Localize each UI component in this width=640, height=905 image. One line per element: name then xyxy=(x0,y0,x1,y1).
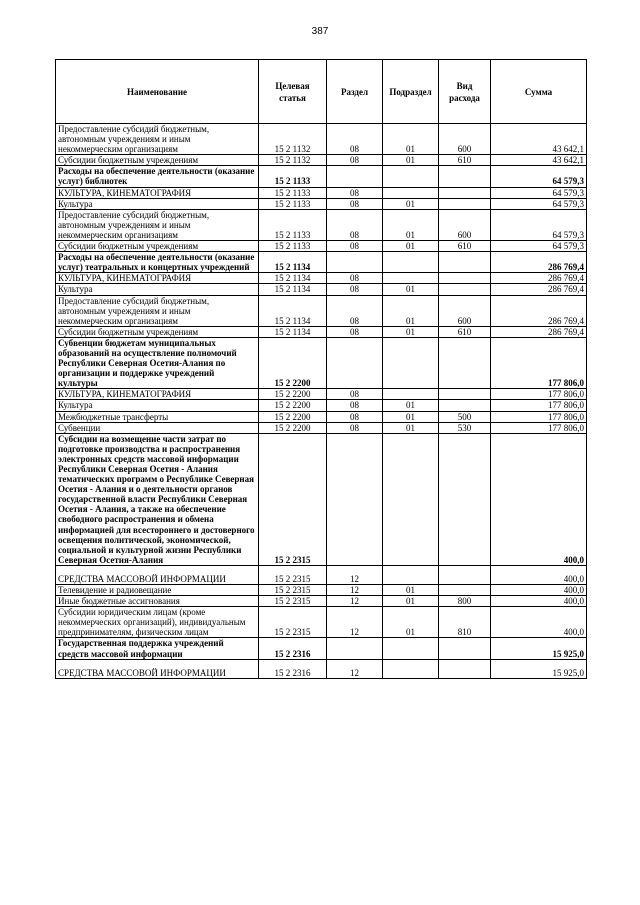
cell-name: Телевидение и радиовещание xyxy=(56,584,259,595)
cell-subsection xyxy=(383,273,439,284)
cell-code: 15 2 2315 xyxy=(259,607,327,638)
table-row xyxy=(56,400,587,411)
cell-subsection xyxy=(383,337,439,388)
cell-sum: 400,0 xyxy=(491,584,587,595)
cell-sum: 43 642,1 xyxy=(491,124,587,155)
cell-expense-type xyxy=(439,389,491,400)
cell-name: Культура xyxy=(56,284,259,295)
cell-section: 08 xyxy=(327,241,383,252)
cell-section: 12 xyxy=(327,659,383,678)
cell-code: 15 2 2200 xyxy=(259,422,327,433)
cell-expense-type: 610 xyxy=(439,241,491,252)
cell-subsection: 01 xyxy=(383,596,439,607)
cell-section: 08 xyxy=(327,422,383,433)
table-row xyxy=(56,422,587,433)
cell-sum: 64 579,3 xyxy=(491,209,587,240)
cell-sum: 400,0 xyxy=(491,433,587,565)
cell-name: Иные бюджетные ассигнования xyxy=(56,596,259,607)
cell-name: Расходы на обеспечение деятельности (оказание услуг) театральных и концертных учреждений xyxy=(56,252,259,273)
cell-expense-type xyxy=(439,252,491,273)
cell-section: 08 xyxy=(327,198,383,209)
column-header-name: Наименование xyxy=(56,60,259,124)
cell-section xyxy=(327,337,383,388)
cell-sum: 286 769,4 xyxy=(491,326,587,337)
cell-sum: 15 925,0 xyxy=(491,638,587,659)
cell-section: 08 xyxy=(327,400,383,411)
cell-sum: 400,0 xyxy=(491,565,587,584)
cell-section xyxy=(327,433,383,565)
cell-name: Субвенции xyxy=(56,422,259,433)
cell-subsection: 01 xyxy=(383,411,439,422)
cell-name: Субсидии бюджетным учреждениям xyxy=(56,241,259,252)
cell-subsection: 01 xyxy=(383,284,439,295)
cell-subsection: 01 xyxy=(383,584,439,595)
cell-subsection: 01 xyxy=(383,607,439,638)
cell-section: 08 xyxy=(327,284,383,295)
table-row xyxy=(56,596,587,607)
cell-sum: 64 579,3 xyxy=(491,241,587,252)
cell-sum: 64 579,3 xyxy=(491,166,587,187)
cell-name: КУЛЬТУРА, КИНЕМАТОГРАФИЯ xyxy=(56,389,259,400)
cell-section: 08 xyxy=(327,124,383,155)
cell-subsection xyxy=(383,433,439,565)
cell-sum: 177 806,0 xyxy=(491,389,587,400)
cell-code: 15 2 1133 xyxy=(259,166,327,187)
cell-expense-type xyxy=(439,659,491,678)
cell-code: 15 2 1134 xyxy=(259,252,327,273)
cell-code: 15 2 2316 xyxy=(259,659,327,678)
budget-table xyxy=(55,59,587,679)
cell-expense-type xyxy=(439,198,491,209)
cell-name: Предоставление субсидий бюджетным, автономным учреждениям и иным некоммерческим организациям xyxy=(56,295,259,326)
cell-sum: 400,0 xyxy=(491,596,587,607)
cell-sum: 15 925,0 xyxy=(491,659,587,678)
cell-expense-type xyxy=(439,565,491,584)
cell-section: 08 xyxy=(327,187,383,198)
table-row xyxy=(56,295,587,326)
cell-subsection: 01 xyxy=(383,241,439,252)
cell-subsection xyxy=(383,187,439,198)
cell-code: 15 2 1134 xyxy=(259,284,327,295)
cell-subsection xyxy=(383,166,439,187)
cell-code: 15 2 1133 xyxy=(259,198,327,209)
table-row xyxy=(56,273,587,284)
cell-expense-type: 610 xyxy=(439,326,491,337)
cell-sum: 286 769,4 xyxy=(491,273,587,284)
cell-subsection: 01 xyxy=(383,326,439,337)
cell-expense-type xyxy=(439,584,491,595)
cell-sum: 400,0 xyxy=(491,607,587,638)
cell-subsection xyxy=(383,252,439,273)
table-row xyxy=(56,337,587,388)
column-header-section: Раздел xyxy=(327,60,383,124)
cell-code: 15 2 1132 xyxy=(259,124,327,155)
cell-subsection: 01 xyxy=(383,155,439,166)
cell-expense-type: 600 xyxy=(439,295,491,326)
cell-section: 12 xyxy=(327,584,383,595)
cell-expense-type xyxy=(439,284,491,295)
cell-subsection: 01 xyxy=(383,198,439,209)
cell-section: 08 xyxy=(327,273,383,284)
cell-name: СРЕДСТВА МАССОВОЙ ИНФОРМАЦИИ xyxy=(56,565,259,584)
cell-name: Субсидии бюджетным учреждениям xyxy=(56,155,259,166)
cell-section: 08 xyxy=(327,411,383,422)
cell-section: 12 xyxy=(327,565,383,584)
cell-sum: 286 769,4 xyxy=(491,252,587,273)
cell-subsection xyxy=(383,638,439,659)
cell-section: 08 xyxy=(327,295,383,326)
cell-sum: 177 806,0 xyxy=(491,411,587,422)
table-row xyxy=(56,209,587,240)
table-row xyxy=(56,433,587,565)
table-body xyxy=(56,124,587,679)
cell-expense-type: 810 xyxy=(439,607,491,638)
cell-code: 15 2 1133 xyxy=(259,241,327,252)
cell-section xyxy=(327,166,383,187)
cell-subsection: 01 xyxy=(383,295,439,326)
cell-code: 15 2 1134 xyxy=(259,295,327,326)
cell-name: Межбюджетные трансферты xyxy=(56,411,259,422)
table-row xyxy=(56,166,587,187)
table-row xyxy=(56,638,587,659)
cell-expense-type xyxy=(439,433,491,565)
cell-name: Предоставление субсидий бюджетным, автономным учреждениям и иным некоммерческим организациям xyxy=(56,209,259,240)
cell-expense-type: 610 xyxy=(439,155,491,166)
cell-sum: 64 579,3 xyxy=(491,198,587,209)
cell-sum: 177 806,0 xyxy=(491,400,587,411)
cell-subsection xyxy=(383,389,439,400)
cell-name: Субвенции бюджетам муниципальных образований на осуществление полномочий Республики Северная Осетия-Алания по организации и поддержке учреждений культуры xyxy=(56,337,259,388)
cell-sum: 177 806,0 xyxy=(491,422,587,433)
table-row xyxy=(56,659,587,678)
cell-section: 08 xyxy=(327,209,383,240)
table-row xyxy=(56,607,587,638)
cell-expense-type: 500 xyxy=(439,411,491,422)
cell-expense-type xyxy=(439,187,491,198)
cell-name: Государственная поддержка учреждений средств массовой информации xyxy=(56,638,259,659)
cell-name: Культура xyxy=(56,198,259,209)
cell-code: 15 2 1134 xyxy=(259,326,327,337)
table-row xyxy=(56,198,587,209)
cell-code: 15 2 1133 xyxy=(259,209,327,240)
cell-name: Культура xyxy=(56,400,259,411)
cell-code: 15 2 2315 xyxy=(259,433,327,565)
cell-subsection: 01 xyxy=(383,400,439,411)
cell-code: 15 2 2200 xyxy=(259,389,327,400)
cell-name: Субсидии бюджетным учреждениям xyxy=(56,326,259,337)
cell-name: Расходы на обеспечение деятельности (оказание услуг) библиотек xyxy=(56,166,259,187)
table-row xyxy=(56,284,587,295)
cell-expense-type: 600 xyxy=(439,209,491,240)
cell-expense-type xyxy=(439,337,491,388)
column-header-sum: Сумма xyxy=(491,60,587,124)
cell-expense-type: 530 xyxy=(439,422,491,433)
cell-section: 08 xyxy=(327,155,383,166)
cell-code: 15 2 2315 xyxy=(259,596,327,607)
cell-code: 15 2 2200 xyxy=(259,411,327,422)
cell-sum: 286 769,4 xyxy=(491,295,587,326)
cell-name: Предоставление субсидий бюджетным, автономным учреждениям и иным некоммерческим организациям xyxy=(56,124,259,155)
table-header-row xyxy=(56,60,587,124)
cell-name: КУЛЬТУРА, КИНЕМАТОГРАФИЯ xyxy=(56,273,259,284)
cell-name: Субсидии юридическим лицам (кроме некоммерческих организаций), индивидуальным предпринимателям, физическим лицам xyxy=(56,607,259,638)
table-row xyxy=(56,155,587,166)
cell-code: 15 2 2315 xyxy=(259,584,327,595)
cell-name: СРЕДСТВА МАССОВОЙ ИНФОРМАЦИИ xyxy=(56,659,259,678)
cell-code: 15 2 1134 xyxy=(259,273,327,284)
page-number: 387 xyxy=(311,26,329,37)
cell-sum: 286 769,4 xyxy=(491,284,587,295)
column-header-expense-type: Вид расхода xyxy=(439,60,491,124)
cell-subsection xyxy=(383,565,439,584)
table-row xyxy=(56,411,587,422)
cell-section: 12 xyxy=(327,596,383,607)
cell-section xyxy=(327,252,383,273)
cell-code: 15 2 2316 xyxy=(259,638,327,659)
table-row xyxy=(56,252,587,273)
column-header-code: Целевая статья xyxy=(259,60,327,124)
column-header-subsection: Подраздел xyxy=(383,60,439,124)
table-row xyxy=(56,326,587,337)
cell-subsection: 01 xyxy=(383,124,439,155)
table-row xyxy=(56,389,587,400)
cell-code: 15 2 2200 xyxy=(259,400,327,411)
cell-section: 08 xyxy=(327,326,383,337)
cell-expense-type: 600 xyxy=(439,124,491,155)
table-row xyxy=(56,584,587,595)
cell-subsection xyxy=(383,659,439,678)
cell-name: Субсидии на возмещение части затрат по подготовке производства и распространения электронных средств массовой информации Республики Северная Осетия - Алания тематических программ о Республике Северная Осетия - Алания и о деятельности органов государственной власти Республики Северная Осетия - Алания, а также на обеспечение свободного распространения и обмена информацией для всестороннего и достоверного освещения политической, экономической, социальной и культурной жизни Республики Северная Осетия-Алания xyxy=(56,433,259,565)
table-row xyxy=(56,565,587,584)
cell-subsection: 01 xyxy=(383,209,439,240)
cell-subsection: 01 xyxy=(383,422,439,433)
cell-expense-type xyxy=(439,638,491,659)
cell-sum: 177 806,0 xyxy=(491,337,587,388)
cell-expense-type xyxy=(439,166,491,187)
cell-code: 15 2 1132 xyxy=(259,155,327,166)
cell-section: 08 xyxy=(327,389,383,400)
cell-code: 15 2 2200 xyxy=(259,337,327,388)
cell-name: КУЛЬТУРА, КИНЕМАТОГРАФИЯ xyxy=(56,187,259,198)
cell-expense-type: 800 xyxy=(439,596,491,607)
table-row xyxy=(56,124,587,155)
cell-section xyxy=(327,638,383,659)
cell-code: 15 2 1133 xyxy=(259,187,327,198)
table-row xyxy=(56,241,587,252)
cell-section: 12 xyxy=(327,607,383,638)
cell-expense-type xyxy=(439,273,491,284)
cell-sum: 43 642,1 xyxy=(491,155,587,166)
cell-code: 15 2 2315 xyxy=(259,565,327,584)
table-row xyxy=(56,187,587,198)
cell-sum: 64 579,3 xyxy=(491,187,587,198)
cell-expense-type xyxy=(439,400,491,411)
